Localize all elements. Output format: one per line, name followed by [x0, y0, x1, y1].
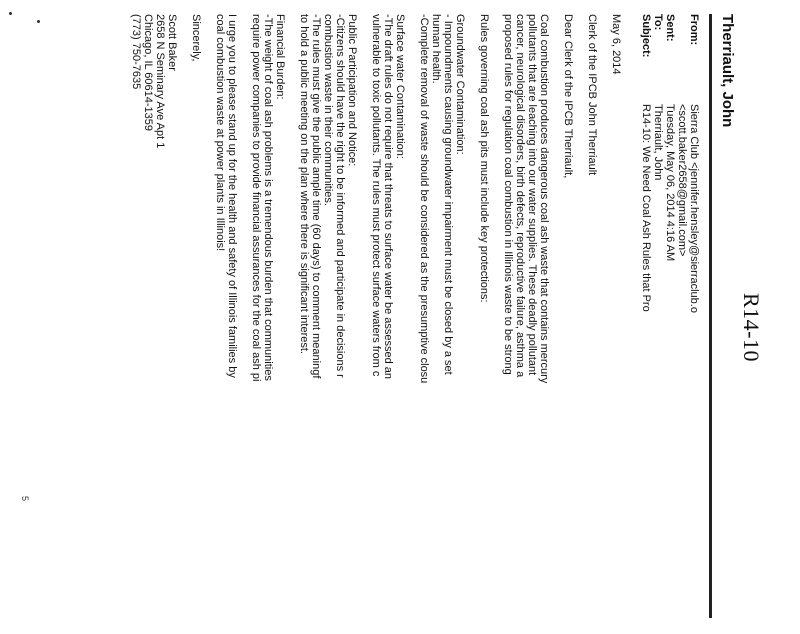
sender-name-heading: Therriault, John [719, 14, 736, 128]
section-heading: Surface water Contamination: [394, 14, 406, 159]
signature-city: Chicago, IL 60614-1359 [142, 14, 154, 132]
paragraph-line: Coal combustion produces dangerous coal ash waste that contains mercury [538, 14, 550, 384]
scan-speck [37, 20, 40, 23]
header-label: To: [652, 14, 664, 31]
signature-phone: (773) 750-7635 [130, 14, 142, 90]
email-header-block [640, 14, 700, 313]
section-line: - Impoundments causing groundwater impairment must be closed by a set [442, 14, 454, 375]
section-line: -The rules must give the public ample time (60 days) to comment meaningf [310, 14, 322, 379]
signature-block [130, 14, 178, 634]
header-value: Sierra Club <jennifer.hensley@sierraclub.o [688, 104, 700, 313]
header-label [676, 14, 688, 104]
paragraph-line: I urge you to please stand up for the health and safety of Illinois families by [226, 14, 238, 378]
section-line: combustion waste in their communities. [322, 14, 334, 206]
scan-speck [9, 12, 12, 15]
section-line: require power companies to provide financial assurances for the coal ash pi [250, 14, 262, 382]
rules-intro: Rules governing coal ash pits must include key protections: [478, 14, 490, 303]
paragraph-line: pollutants that are leaching into our water supplies. These deadly pollutant [526, 14, 538, 376]
docket-number: R14-10 [739, 293, 764, 362]
letter-body [118, 14, 622, 634]
header-row-subject [640, 14, 652, 313]
section-public-participation [298, 14, 358, 634]
header-divider-rule [709, 14, 712, 618]
signature-street: 2658 N Seminary Ave Apt 1 [154, 14, 166, 149]
section-line: to hold a public meeting on the plan where there is significant interest. [298, 14, 310, 354]
page-number-mark: 5 [20, 496, 30, 502]
section-line: vulnerable to toxic pollutants. The rules must protect surface waters from c [370, 14, 382, 377]
section-heading: Public Participation and Notice: [346, 14, 358, 167]
header-value: Therriault, John [652, 104, 664, 181]
letter-signoff: Sincerely, [190, 14, 202, 62]
paragraph-line: proposed rules for regulation coal combustion in Illinois waste to be strong [502, 14, 514, 375]
letter-date: May 6, 2014 [610, 14, 622, 75]
header-value: Tuesday, May 06, 2014 4:16 AM [664, 104, 676, 262]
header-value: <scott.baker2658@gmail.com> [676, 104, 688, 257]
header-row-to [652, 14, 664, 313]
header-label: From: [688, 14, 700, 46]
section-line: -Complete removal of waste should be considered as the presumptive closu [418, 14, 430, 384]
paragraph-line: coal combustion waste at power plants in Illinois! [214, 14, 226, 252]
signature-name: Scott Baker [166, 14, 178, 71]
closing-paragraph [214, 14, 238, 634]
letter-addressee: Clerk of the IPCB John Therriault [586, 14, 598, 176]
section-line: -The weight of coal ash problems is a tremendous burden that communities [262, 14, 274, 381]
section-surface-water [370, 14, 406, 634]
header-label: Subject: [640, 14, 652, 58]
section-line: -Citizens should have the right to be informed and participate in decisions r [334, 14, 346, 378]
paragraph-line: cancer, neurological disorders, birth defects, reproductive failure, asthma a [514, 14, 526, 378]
header-row-from [688, 14, 700, 313]
header-label: Sent: [664, 14, 676, 42]
section-line: human health. [430, 14, 442, 84]
section-financial-burden [250, 14, 286, 634]
header-value: R14-10: We Need Coal Ash Rules that Pro [640, 104, 652, 312]
section-heading: Financial Burden: [274, 14, 286, 100]
section-groundwater [418, 14, 466, 634]
section-line: -The draft rules do not require that threats to surface water be assessed an [382, 14, 394, 380]
header-row-from-email [676, 14, 688, 313]
header-row-sent [664, 14, 676, 313]
intro-paragraph [502, 14, 550, 634]
section-heading: Groundwater Contamination: [454, 14, 466, 155]
letter-salutation: Dear Clerk of the IPCB Therriault, [562, 14, 574, 179]
